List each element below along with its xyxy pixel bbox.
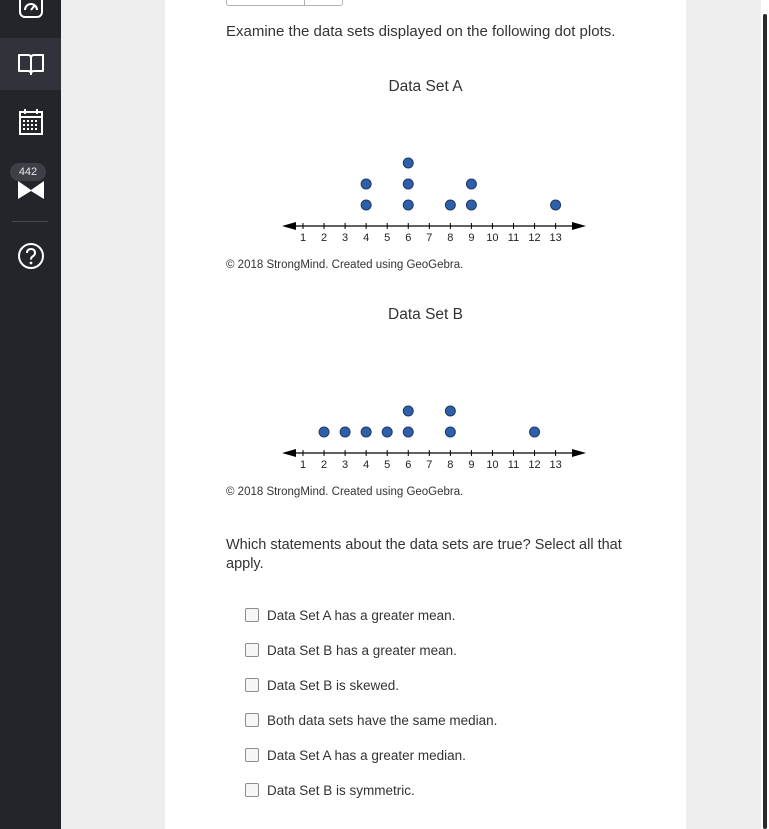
right-arrow (572, 449, 586, 457)
tick-label: 3 (342, 232, 349, 244)
answer-option[interactable] (245, 745, 466, 765)
data-set-a-dot-plot (280, 140, 590, 248)
question-intro: Examine the data sets displayed on the following dot plots. (226, 23, 616, 40)
data-point (403, 158, 413, 168)
tick-label: 2 (320, 459, 328, 471)
tick-label: 2 (320, 232, 328, 244)
checkbox[interactable] (245, 748, 259, 762)
tick-label: 5 (384, 459, 391, 471)
scrollbar-thumb[interactable] (763, 14, 767, 829)
tick-label: 5 (384, 232, 391, 244)
data-set-a-credit: © 2018 StrongMind. Created using GeoGebra. (226, 259, 464, 271)
tick-label: 6 (405, 232, 412, 244)
answer-option-label: Both data sets have the same median. (267, 712, 498, 728)
top-control[interactable] (226, 0, 343, 6)
data-set-b-dot-plot (280, 388, 590, 476)
answer-option-label: Data Set A has a greater mean. (267, 607, 456, 623)
tick-label: 9 (468, 459, 475, 471)
data-point (361, 200, 371, 210)
message-count-badge: 442 (10, 163, 46, 181)
data-point (361, 179, 371, 189)
answer-option[interactable] (245, 710, 497, 730)
tick-label: 11 (507, 459, 520, 471)
tick-label: 10 (486, 459, 499, 471)
tick-label: 12 (528, 232, 541, 244)
answer-option[interactable] (245, 605, 455, 625)
answer-option-label: Data Set B is symmetric. (267, 782, 415, 798)
answer-option-label: Data Set B is skewed. (267, 677, 400, 693)
data-set-b-title: Data Set B (388, 306, 463, 323)
answer-option-label: Data Set A has a greater median. (267, 747, 466, 763)
tick-label: 13 (549, 459, 562, 471)
tick-label: 7 (426, 459, 433, 471)
calendar-icon (18, 108, 44, 136)
tick-label: 12 (528, 459, 541, 471)
checkbox[interactable] (245, 608, 259, 622)
answer-option[interactable] (245, 675, 399, 695)
tick-label: 8 (447, 459, 454, 471)
tick-label: 1 (299, 459, 307, 471)
checkbox[interactable] (245, 678, 259, 692)
tick-label: 13 (549, 232, 562, 244)
data-point (445, 200, 455, 210)
checkbox[interactable] (245, 643, 259, 657)
data-set-a-title: Data Set A (388, 78, 463, 95)
data-point (319, 427, 329, 437)
question-panel (165, 0, 686, 829)
sidebar-item-dashboard[interactable] (0, 0, 61, 32)
sidebar-item-calendar[interactable] (0, 96, 61, 148)
tick-label: 8 (447, 232, 454, 244)
right-arrow (572, 222, 586, 230)
data-point (340, 427, 350, 437)
data-set-b-credit: © 2018 StrongMind. Created using GeoGebra. (226, 486, 464, 498)
tick-label: 11 (507, 232, 520, 244)
book-icon (17, 52, 45, 76)
answer-option[interactable] (245, 640, 457, 660)
data-point (466, 179, 476, 189)
data-point (361, 427, 371, 437)
tick-label: 7 (426, 232, 433, 244)
question-prompt: Which statements about the data sets are true? Select all that apply. (226, 537, 622, 572)
left-arrow (282, 449, 296, 457)
checkbox[interactable] (245, 713, 259, 727)
speedometer-icon (18, 0, 44, 19)
help-icon (17, 242, 45, 270)
tick-label: 3 (342, 459, 349, 471)
sidebar-item-help[interactable] (0, 230, 61, 282)
checkbox[interactable] (245, 783, 259, 797)
data-point (403, 406, 413, 416)
data-point (445, 406, 455, 416)
tick-label: 4 (363, 232, 370, 244)
sidebar-item-book[interactable] (0, 38, 61, 90)
tick-label: 1 (299, 232, 307, 244)
data-point (403, 200, 413, 210)
tick-label: 4 (363, 459, 370, 471)
data-point (403, 179, 413, 189)
envelope-icon (17, 180, 45, 200)
answer-option[interactable] (245, 780, 415, 800)
data-point (530, 427, 540, 437)
data-point (382, 427, 392, 437)
data-point (445, 427, 455, 437)
answer-option-label: Data Set B has a greater mean. (267, 642, 457, 658)
left-arrow (282, 222, 296, 230)
sidebar-divider (12, 221, 48, 222)
sidebar (0, 0, 61, 829)
tick-label: 10 (486, 232, 499, 244)
data-point (403, 427, 413, 437)
data-point (466, 200, 476, 210)
tick-label: 6 (405, 459, 412, 471)
top-control-divider (304, 0, 305, 5)
tick-label: 9 (468, 232, 475, 244)
data-point (551, 200, 561, 210)
